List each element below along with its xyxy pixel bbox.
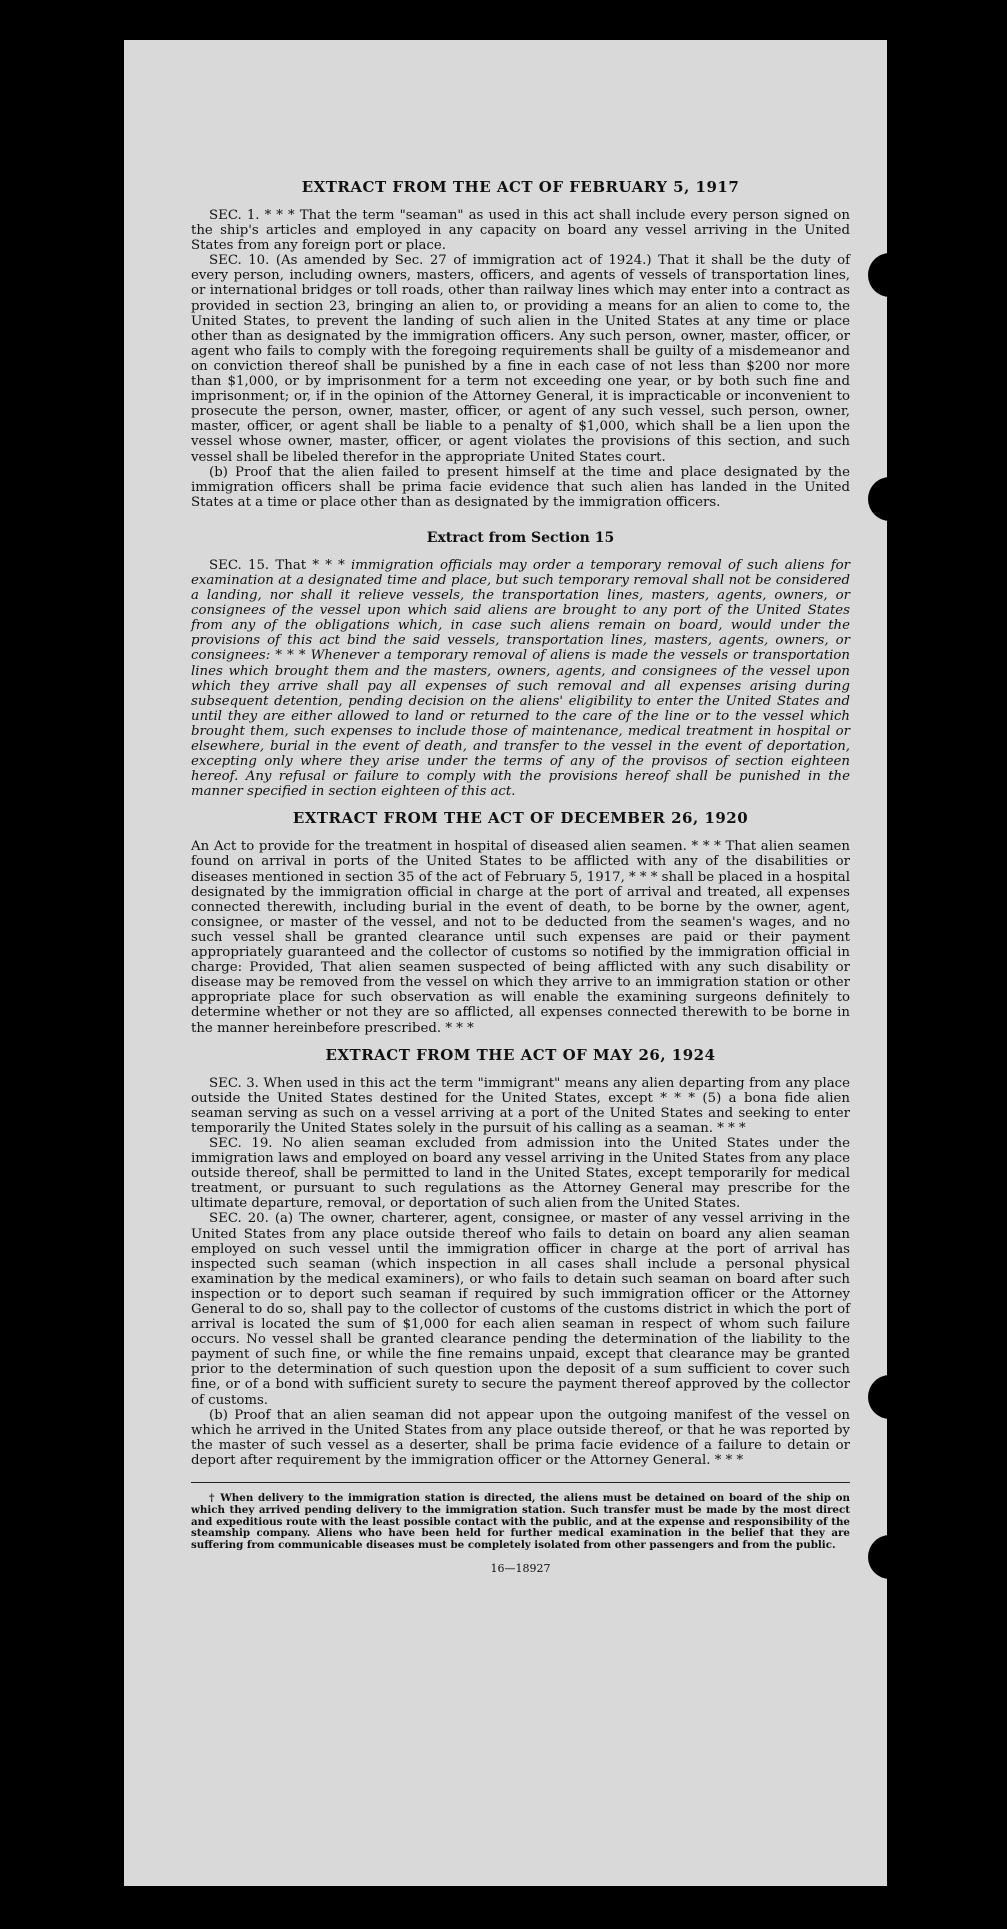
sec-15-text: immigration officials may order a temporary removal of such aliens for examination at a designated time and place, but such temporary removal shall not be considered a landing, nor shall it relieve vessels, the transportation lines, masters, agents, owners, or consignees of the vessel upon which said aliens are brought to any port of the United States from any of the obligations which, in case such aliens remain on board, would under the provisions of this act bind the said vessels, transportation lines, masters, agents, owners, or consignees: * * * Whenever a temporary removal of aliens is made the vessels or transportation lines which brought them and the masters, owners, agents, and consignees of the vessel upon which they arrive shall pay all expenses of such removal and all expenses arising during subsequent detention, pending decision on the aliens' eligibility to enter the United States and until they are either allowed to land or returned to the care of the line or to the vessel which brought them, such expenses to include those of maintenance, medical treatment in hospital or elsewhere, burial in the event of death, and transfer to the vessel in the event of deportation, excepting only where they arise under the terms of any of the provisos of section eighteen hereof. Any refusal or failure to comply with the provisions hereof shall be punished in the manner specified in section eighteen of this act. (191, 557, 850, 800)
paragraph-sec-15 (191, 558, 850, 800)
paragraph-sec-1: SEC. 1. * * * That the term "seaman" as used in this act shall include every person signed on the ship's articles and employed in any capacity on board any vessel arriving in the United States from any foreign port or place. (191, 208, 850, 254)
paragraph-sec-3: SEC. 3. When used in this act the term "immigrant" means any alien departing from any place outside the United States destined for the United States, except * * * (5) a bona fide alien seaman serving as such on a vessel arriving at a port of the United States and seeking to enter temporarily the United States solely in the pursuit of his calling as a seaman. * * * (191, 1075, 850, 1136)
paragraph-sec-10: SEC. 10. (As amended by Sec. 27 of immigration act of 1924.) That it shall be the duty of every person, including owners, masters, officers, and agents of vessels of transportation lines, or international bridges or toll roads, other than railway lines which may enter into a contract as provided in section 23, bringing an alien to, or providing a means for an alien to come to, the United States, to prevent the landing of such alien in the United States at any time or place other than as designated by the immigration officers. Any such person, owner, master, officer, or agent who fails to comply with the foregoing requirements shall be guilty of a misdemeanor and on conviction thereof shall be punished by a fine in each case of not less than $200 nor more than $1,000, or by imprisonment for a term not exceeding one year, or by both such fine and imprisonment; or, if in the opinion of the Attorney General, it is impracticable or inconvenient to prosecute the person, owner, master, officer, or agent of any such vessel, such person, owner, master, officer, or agent shall be liable to a penalty of $1,000, which shall be a lien upon the vessel whose owner, master, officer, or agent violates the provisions of this section, and such vessel shall be libeled therefor in the appropriate United States court. (191, 253, 850, 465)
paragraph-sec-10-b: (b) Proof that the alien failed to present himself at the time and place designated by the immigration officers shall be prima facie evidence that such alien has landed in the United States at a time or place other than as designated by the immigration officers. (191, 464, 850, 510)
footnote: † When delivery to the immigration station is directed, the aliens must be detained on board of the ship on which they arrived pending delivery to the immigration station. Such transfer must be made by the most direct and expeditious route with the least possible contact with the public, and at the expense and responsibility of the steamship company. Aliens who have been held for further medical examination in the belief that they are suffering from communicable diseases must be completely isolated from other passengers and from the public. (191, 1492, 850, 1552)
sec-15-lead: SEC. 15. That * * * (209, 557, 345, 573)
punch-hole (868, 477, 912, 521)
section-title-dec-1920: EXTRACT FROM THE ACT OF DECEMBER 26, 1920 (292, 809, 749, 828)
paragraph-sec-20-b: (b) Proof that an alien seaman did not appear upon the outgoing manifest of the vessel on which he arrived in the United States from any place outside thereof, or that he was reported by the master of such vessel as a deserter, shall be prima facie evidence of a failure to detain or deport after requirement by the immigration officer or the Attorney General. * * * (191, 1407, 850, 1468)
document-page (124, 40, 887, 1886)
punch-hole (868, 1375, 912, 1419)
punch-hole (868, 1535, 912, 1579)
footnote-divider (191, 1482, 850, 1483)
paragraph-act-1920: An Act to provide for the treatment in hospital of diseased alien seamen. * * * That alien seamen found on arrival in ports of the United States to be afflicted with any of the disabilities or diseases mentioned in section 35 of the act of February 5, 1917, * * * shall be placed in a hospital designated by the immigration official in charge at the port of arrival and treated, all expenses connected therewith, including burial in the event of death, to be borne by the owner, agent, consignee, or master of the vessel, and not to be deducted from the seamen's wages, and no such vessel shall be granted clearance until such expenses are paid or their payment appropriately guaranteed and the collector of customs so notified by the immigration official in charge: Provided, That alien seamen suspected of being afflicted with any such disability or disease may be removed from the vessel on which they arrive to an immigration station or other appropriate place for such observation as will enable the examining surgeons definitely to determine whether or not they are so afflicted, all expenses connected therewith to be borne in the manner hereinbefore prescribed. * * * (191, 839, 850, 1036)
paragraph-sec-19: SEC. 19. No alien seaman excluded from admission into the United States under the immigration laws and employed on board any vessel arriving in the United States from any place outside thereof, shall be permitted to land in the United States, except temporarily for medical treatment, or pursuant to such regulations as the Attorney General may prescribe for the ultimate departure, removal, or deportation of such alien from the United States. (191, 1135, 850, 1212)
paragraph-sec-20-a: SEC. 20. (a) The owner, charterer, agent, consignee, or master of any vessel arriving in the United States from any place outside thereof who fails to detain on board any alien seaman employed on such vessel until the immigration officer in charge at the port of arrival has inspected such seaman (which inspection in all cases shall include a personal physical examination by the medical examiners), or who fails to detain such seaman on board after such inspection or to deport such seaman if required by such immigration officer or the Attorney General to do so, shall pay to the collector of customs of the customs district in which the port of arrival is located the sum of $1,000 for each alien seaman in respect of whom such failure occurs. No vessel shall be granted clearance pending the determination of the liability to the payment of such fine, or while the fine remains unpaid, except that clearance may be granted prior to the determination of such question upon the deposit of a sum sufficient to cover such fine, or of a bond with sufficient surety to secure the payment thereof approved by the collector of customs. (191, 1211, 850, 1408)
section-title-feb-1917: EXTRACT FROM THE ACT OF FEBRUARY 5, 1917 (301, 178, 740, 196)
form-number: 16—18927 (490, 1562, 551, 1576)
punch-hole (868, 253, 912, 297)
section-title-may-1924: EXTRACT FROM THE ACT OF MAY 26, 1924 (325, 1045, 716, 1064)
section-title-section-15: Extract from Section 15 (426, 529, 615, 546)
